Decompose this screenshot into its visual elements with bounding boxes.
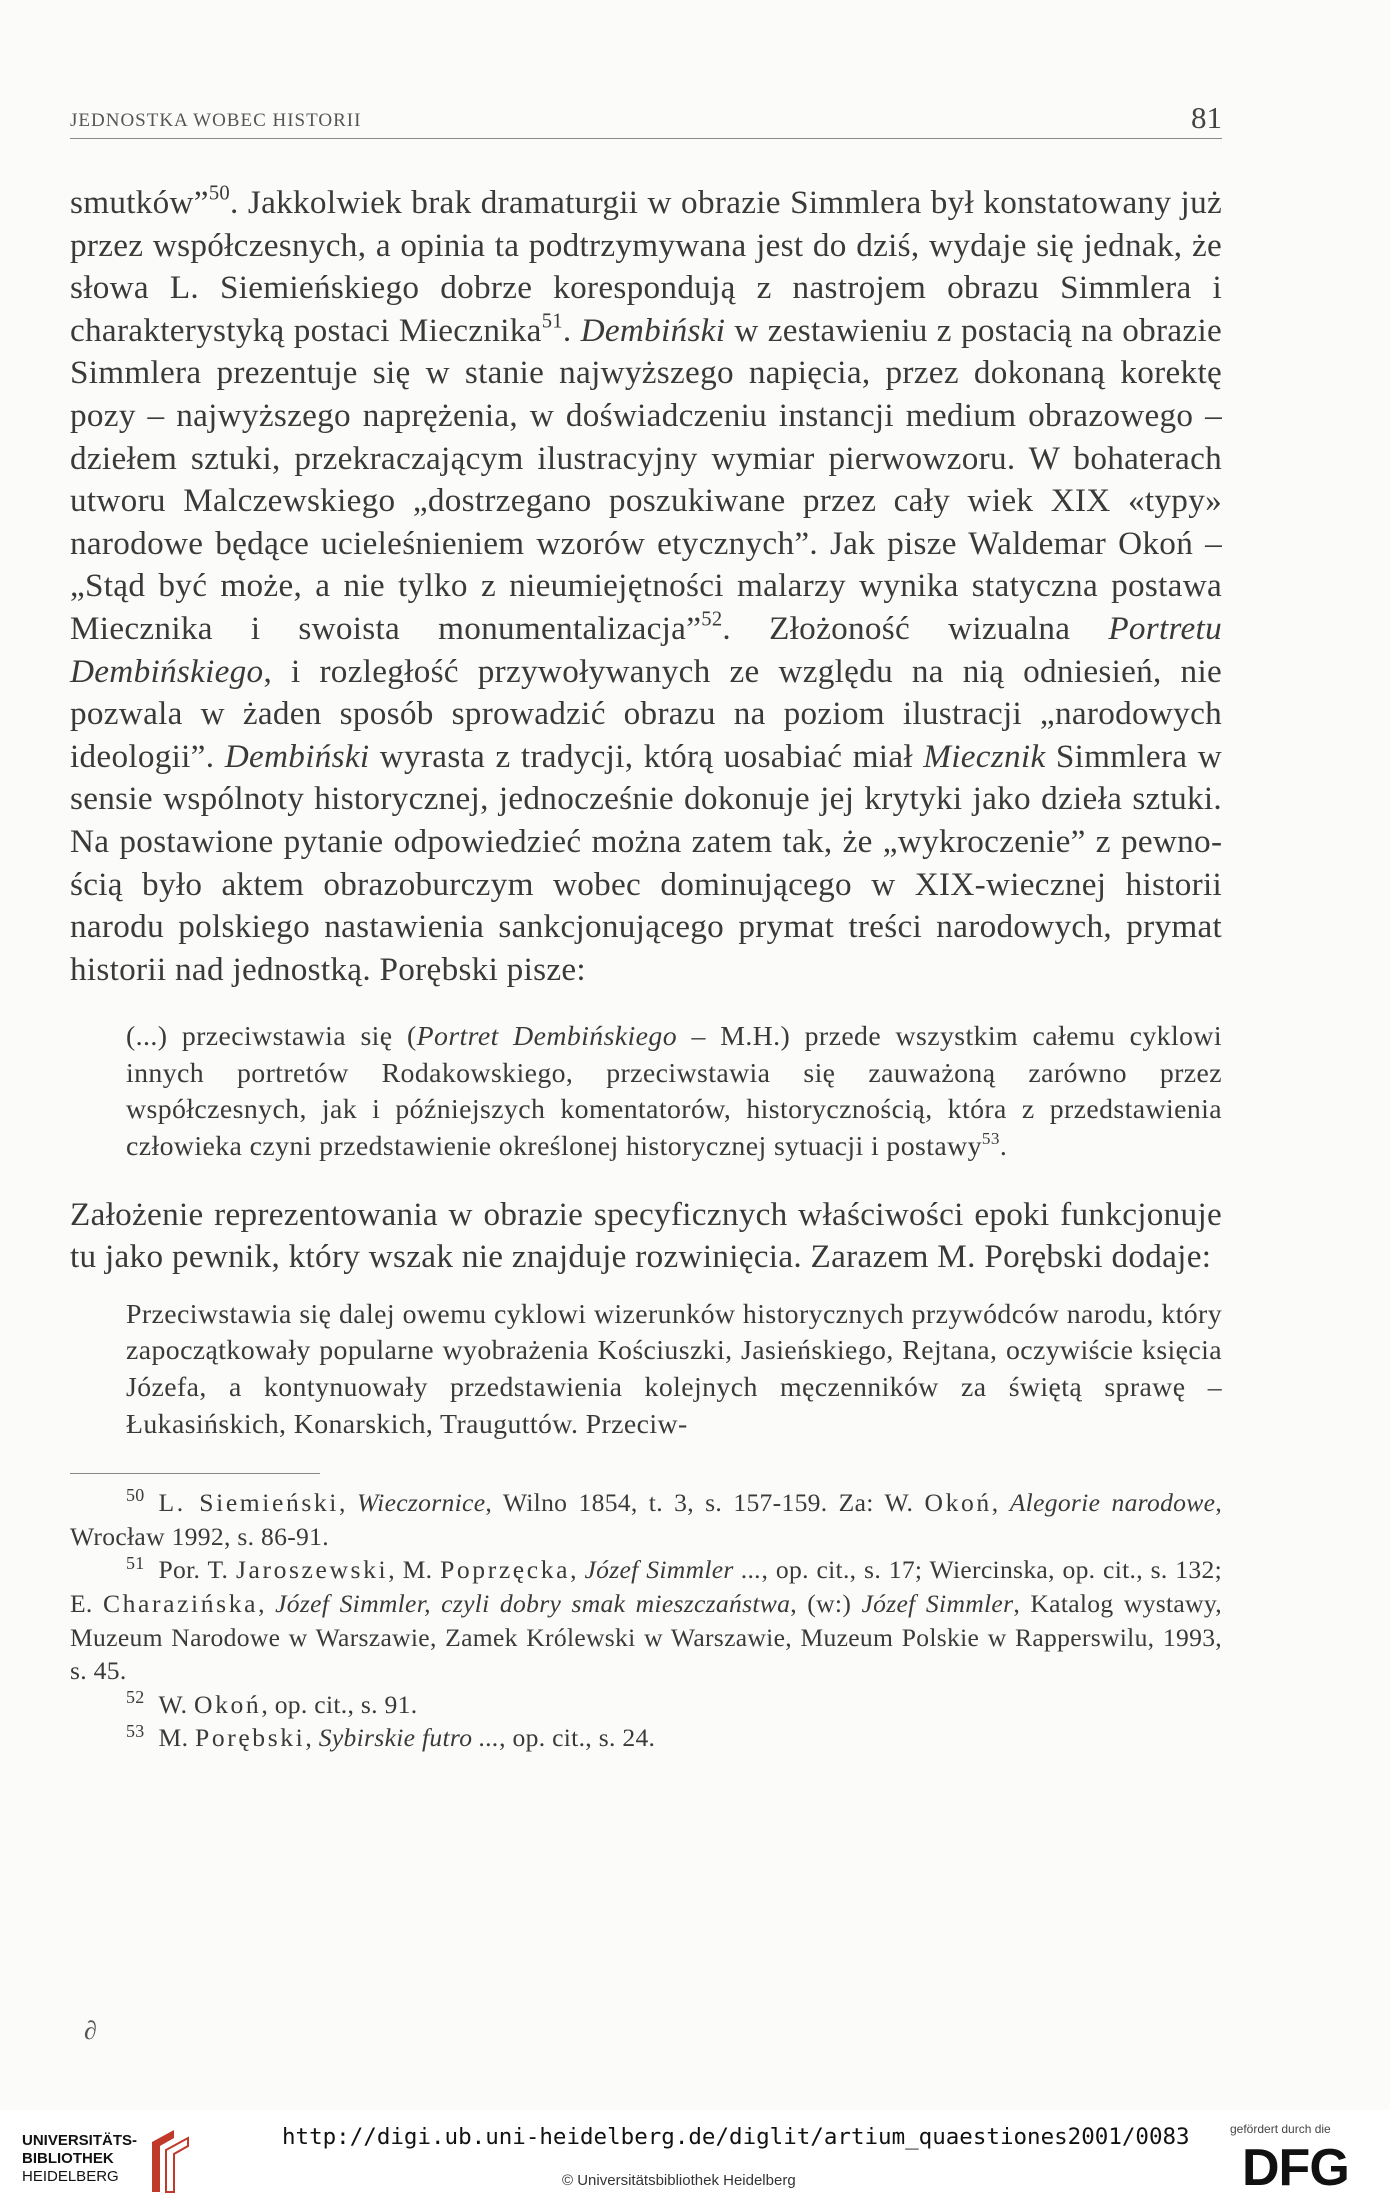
page-number: 81 [1191, 100, 1222, 135]
running-header [70, 98, 1222, 139]
dfg-wordmark: DFG [1242, 2139, 1349, 2197]
copyright-notice: © Universitätsbibliothek Heidelberg [562, 2172, 796, 2189]
footnote-50: $^{50}$ L. Siemieński, Wieczornice, Wilno 1854, t. 3, s. 157-159. Za: W. Okoń, Alegorie narodowe, Wrocław 1992, s. 86-91. [70, 1485, 1223, 1551]
footnotes [70, 1486, 1222, 1755]
library-name-line-3: HEIDELBERG [22, 2168, 119, 2185]
permalink-url[interactable]: http://digi.ub.uni-heidelberg.de/diglit/artium_quaestiones2001/0083 [282, 2124, 1190, 2150]
footnote-ref-52[interactable]: 52 [701, 608, 723, 631]
block-quote-2: Przeciwstawia się dalej owemu cyklowi wizerunków historycznych przywódców narodu, który zapoczątkowały popularne wyobrażenia Kościuszki, Jasieńskiego, Rejtana, oczywiście księcia Józefa, a kontynuowały przedstawienia kolejnych męczenników za świętą sprawę – Łukasińskich, Konarskich, Trauguttów. Przeciw- [126, 1298, 1222, 1440]
running-title: JEDNOSTKA WOBEC HISTORII [70, 110, 362, 131]
paragraph-2: Założenie reprezentowania w obrazie specyficznych właściwości epoki funkcjonuje tu jako pewnik, który wszak nie znajduje rozwinięcia. Zarazem M. Porębski dodaje: [70, 1195, 1222, 1276]
funding-note: gefördert durch die [1230, 2122, 1331, 2136]
university-library-logo[interactable] [22, 2128, 212, 2194]
footnote-divider [70, 1473, 320, 1474]
library-name-line-2: BIBLIOTHEK [22, 2150, 114, 2167]
footnote-ref-53[interactable]: 53 [981, 1128, 1000, 1148]
block-quote-1: (...) przeciwstawia się (Portret Dembińskiego – M.H.) przede wszystkim całemu cyklowi innych portretów Rodakowskiego, przeciwstawia się zauważoną zarówno przez współczesnych, jak i późniejszych komentatorów, historycznością, która z przedstawienia człowieka czyni przedstawienie określonej historycznej sytuacji i postawy$^{53}$. [126, 1021, 1222, 1163]
dfg-funding-logo[interactable] [1212, 2122, 1372, 2198]
footnote-ref-51[interactable]: 51 [541, 310, 563, 333]
footnote-52: $^{52}$ W. Okoń, op. cit., s. 91. [126, 1686, 418, 1719]
footnote-51: $^{51}$ Por. T. Jaroszewski, M. Poprzęcka, Józef Simmler ..., op. cit., s. 17; Wiercinska, op. cit., s. 132; E. Charazińska, Józef Simmler, czyli dobry smak mieszczaństwa, (w:) Józef Simmler, Katalog wystawy, Muzeum Narodowe w Warszawie, Zamek Królewski w Warszawie, Muzeum Polskie w Rapperswilu, 1993, s. 45. [70, 1552, 1223, 1686]
paragraph-1: smutków”$^{50}$. Jakkolwiek brak dramaturgii w obrazie Simmlera był konstatowany już przez współczesnych, a opinia ta podtrzymywana jest do dziś, wydaje się jednak, że słowa L. Siemieńskiego dobrze korespondują z nastrojem obrazu Simmlera i charakterystyką postaci Miecznika$^{51}$. Dembiński w zestawieniu z postacią na obrazie Simmlera prezentuje się w stanie najwyższego napięcia, przez dokonaną korektę pozy – najwyższego naprężenia, w doświadczeniu instancji medium obrazowego – dziełem sztuki, przekraczającym ilustracyjny wymiar pierwowzoru. W bohaterach utworu Malczewskiego „dostrzegano poszukiwane przez cały wiek XIX «typy» narodowe będące ucieleśnieniem wzorów etycznych”. Jak pisze Waldemar Okoń – „Stąd być może, a nie tylko z nieumiejętności malarzy wynika statyczna postawa Miecznika i swoista monumentalizacja”$^{52}$. Złożoność wizualna Portretu Dembińskiego, i rozległość przywoływanych ze względu na nią odniesień, nie pozwala w żaden sposób sprowadzić obrazu na poziom ilustracji „narodowych ideologii”. Dembiński wyrasta z tradycji, którą uosabiać miał Miecznik Simmlera w sensie wspólnoty historycznej, jednocześnie dokonuje jej krytyki jako dzieła sztuki. Na postawione pytanie odpowiedzieć można zatem tak, że „wykroczenie” z pewnością było aktem obrazoburczym wobec dominującego w XIX-wiecznej historii narodu polskiego nastawienia sankcjonującego prymat treści narodowych, prymat historii nad jednostką. Porębski pisze: [70, 182, 1222, 988]
library-name-line-1: UNIVERSITÄTS- [22, 2132, 138, 2149]
stray-mark: ∂ [84, 2016, 97, 2045]
digitization-footer [0, 2110, 1390, 2206]
footnote-ref-50[interactable]: 50 [208, 182, 231, 205]
body-text [70, 182, 1222, 1755]
library-emblem-icon [144, 2128, 196, 2194]
footnote-53: $^{53}$ M. Porębski, Sybirskie futro ..., op. cit., s. 24. [126, 1720, 656, 1753]
